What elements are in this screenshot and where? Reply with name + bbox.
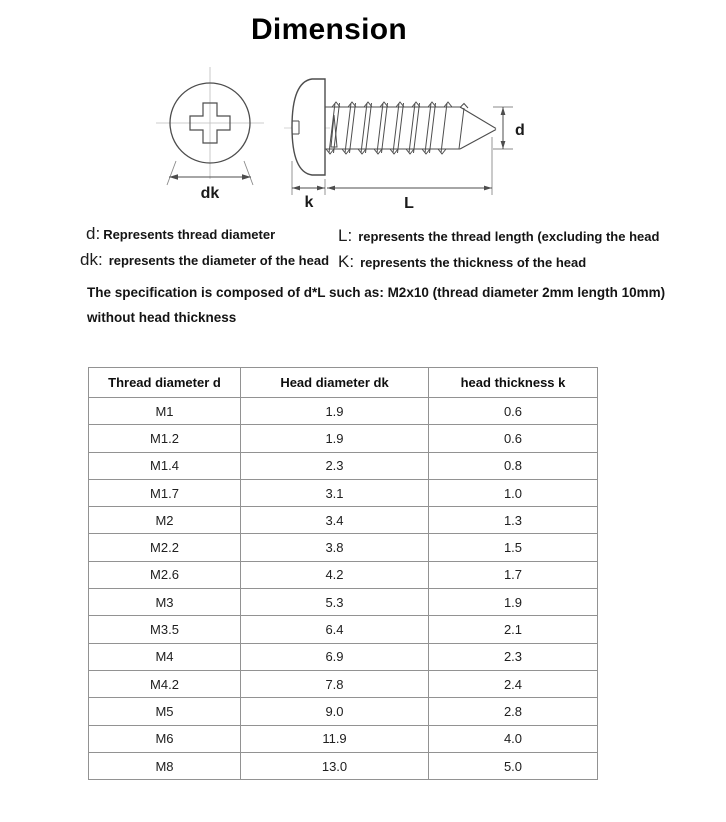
table-row (89, 561, 598, 588)
screw-side-view (284, 79, 525, 212)
d-label: d (515, 122, 525, 139)
table-cell: 2.8 (429, 698, 598, 725)
table-cell: 1.7 (429, 561, 598, 588)
arrow-down-icon (501, 141, 506, 149)
L-label: L (404, 195, 414, 212)
table-row (89, 425, 598, 452)
legend-term: dk: (80, 250, 103, 269)
table-cell: M4.2 (89, 670, 241, 697)
centerline-crosshair (156, 67, 264, 179)
thread-lines-a (329, 103, 447, 153)
table-cell: M5 (89, 698, 241, 725)
page-title: Dimension (250, 13, 408, 46)
table-cell: 2.1 (429, 616, 598, 643)
table-header-row (89, 368, 598, 398)
table-row (89, 670, 598, 697)
table-cell: 0.6 (429, 425, 598, 452)
table-row (89, 507, 598, 534)
table-cell: M8 (89, 752, 241, 779)
header-head-thickness: head thickness k (429, 368, 598, 398)
dimension-table-body (89, 398, 598, 780)
legend-term: d: (86, 224, 101, 243)
table-cell: 1.0 (429, 479, 598, 506)
table-cell: M3 (89, 589, 241, 616)
thread-crests-bottom (326, 149, 446, 154)
table-cell: M1.4 (89, 452, 241, 479)
legend-desc: represents the diameter of the head (108, 253, 330, 268)
arrow-right-icon (484, 186, 492, 191)
table-row (89, 479, 598, 506)
table-cell: M6 (89, 725, 241, 752)
legend-term: L: (338, 226, 353, 245)
k-label: k (304, 194, 314, 211)
table-cell: 1.9 (429, 589, 598, 616)
table-cell: M1.2 (89, 425, 241, 452)
table-cell: 1.9 (241, 398, 429, 425)
arrow-up-icon (501, 107, 506, 115)
shank-outline (325, 107, 460, 149)
legend-term: K: (338, 252, 355, 271)
table-row (89, 616, 598, 643)
screw-dimension-diagram (140, 57, 540, 219)
table-cell: 0.6 (429, 398, 598, 425)
table-cell: 1.3 (429, 507, 598, 534)
table-cell: 3.4 (241, 507, 429, 534)
table-row (89, 725, 598, 752)
legend-item-K (338, 252, 586, 272)
header-thread-diameter: Thread diameter d (89, 368, 241, 398)
table-row (89, 534, 598, 561)
table-cell: 1.9 (241, 425, 429, 452)
table-cell: M1 (89, 398, 241, 425)
spec-note-line2: without head thickness (87, 310, 237, 325)
table-cell: 11.9 (241, 725, 429, 752)
table-cell: 6.9 (241, 643, 429, 670)
table-cell: 2.3 (241, 452, 429, 479)
legend-item-dk (80, 250, 329, 270)
dimension-table (88, 367, 598, 780)
legend-item-d (86, 224, 275, 244)
header-head-diameter: Head diameter dk (241, 368, 429, 398)
table-cell: 4.0 (429, 725, 598, 752)
table-cell: 1.5 (429, 534, 598, 561)
arrow-right-icon (317, 186, 325, 191)
table-cell: 7.8 (241, 670, 429, 697)
arrow-left-icon (327, 186, 335, 191)
table-cell: 0.8 (429, 452, 598, 479)
screw-tip (460, 107, 496, 149)
table-cell: M1.7 (89, 479, 241, 506)
table-cell: 3.1 (241, 479, 429, 506)
table-cell: M2.6 (89, 561, 241, 588)
table-cell: 2.4 (429, 670, 598, 697)
legend-item-L (338, 226, 659, 246)
table-row (89, 398, 598, 425)
legend-desc: Represents thread diameter (103, 227, 276, 242)
table-cell: 13.0 (241, 752, 429, 779)
screw-head-side (292, 79, 325, 175)
table-row (89, 698, 598, 725)
arrow-left-icon (292, 186, 300, 191)
table-row (89, 752, 598, 779)
table-cell: M4 (89, 643, 241, 670)
table-cell: M3.5 (89, 616, 241, 643)
table-row (89, 589, 598, 616)
spec-note-line1: The specification is composed of d*L such as: M2x10 (thread diameter 2mm length 10mm) (87, 285, 666, 300)
screw-front-view (156, 67, 264, 202)
table-row (89, 452, 598, 479)
legend-desc: represents the thickness of the head (360, 255, 587, 270)
dk-label: dk (200, 185, 220, 202)
table-cell: 3.8 (241, 534, 429, 561)
table-row (89, 643, 598, 670)
table-cell: 5.0 (429, 752, 598, 779)
table-cell: M2.2 (89, 534, 241, 561)
legend-desc: represents the thread length (excluding the head (358, 229, 660, 244)
table-cell: 2.3 (429, 643, 598, 670)
table-cell: 6.4 (241, 616, 429, 643)
table-cell: 5.3 (241, 589, 429, 616)
table-cell: 4.2 (241, 561, 429, 588)
table-cell: 9.0 (241, 698, 429, 725)
table-cell: M2 (89, 507, 241, 534)
